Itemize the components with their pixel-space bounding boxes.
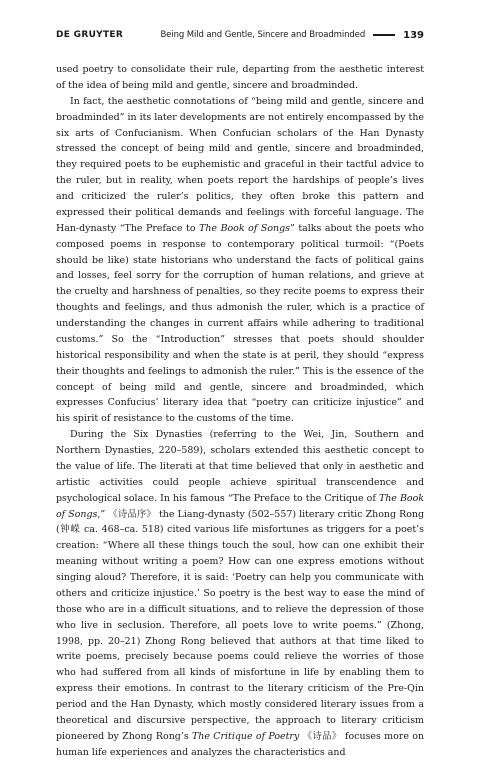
chinese-text: 钟嵘 — [59, 524, 81, 536]
italic-title: The Book of Songs — [56, 492, 424, 520]
text-run: ,” — [97, 508, 109, 520]
publisher-name: DE GRUYTER — [56, 30, 124, 40]
italic-title: The Critique of Poetry — [192, 730, 300, 742]
text-run: During the Six Dynasties (referring to the Wei, Jin, Southern and Northern Dynasties, 220–589), scholars extended this aesthetic concept to the value of life. The literati at that time believed that only in aesthetic and artistic activities could people achieve spiritual transcendence and psychological solace. In his famous “The Preface to the Critique of — [56, 429, 424, 504]
paragraph-2 — [56, 94, 424, 427]
text-run: In fact, the aesthetic connotations of “being mild and gentle, sincere and broadminded” in its later developments are not entirely encompassed by the six arts of Confucianism. When Confucian scholars of the Han Dynasty stressed the concept of being mild and gentle, sincere and broadminded, they required poets to be euphemistic and graceful in their tactful advice to the ruler, but in reality, when poets report the hardships of people’s lives and criticized the ruler’s politics, they often broke this pattern and expressed their political demands and feelings with forceful language. The Han-dynasty “The Preface to — [56, 95, 424, 234]
text-run: ” talks about the poets who composed poems in response to contemporary political turmoil: “(Poets should be like) state historians who understand the facts of political gains and losses, feel sorry for the corruption of human relations, and grieve at the cruelty and harshness of penalties, so they recite poems to express their thoughts and feelings, and thus admonish the ruler, which is a practice of understanding the changes in current affairs while adhering to traditional customs.” So the “Introduction” stresses that poets should shoulder historical responsibility and when the state is at peril, they should “express their thoughts and feelings to admonish the ruler.” This is the essence of the concept of being mild and gentle, sincere and broadminded, which expresses Confucius’ literary idea that “poetry can criticize injustice” and his spirit of resistance to the customs of the time. — [56, 222, 424, 425]
text-run: focuses more on human life experiences and analyzes the characteristics and — [56, 730, 424, 758]
chinese-text: 《诗品》 — [302, 730, 342, 742]
running-header — [56, 28, 424, 42]
text-run: ca. 468–ca. 518) cited various life misfortunes as triggers for a poet’s creation: “Where all these things touch the soul, how can one exhibit their meaning without writing a poem? How can one express emotions without singing aloud? Therefore, it is said: ‘Poetry can help you communicate with others and criticize injustice.’ So poetry is the best way to ease the mind of those who are in a difficult situations, and to relieve the depression of those who live in seclusion. Therefore, all poets love to write poems.” (Zhong, 1998, pp. 20–21) Zhong Rong believed that authors at that time liked to write poems, precisely because poems could relieve the worries of those who had suffered from all kinds of misfortune in life by enabling them to express their emotions. In contrast to the literary criticism of the Pre-Qin period and the Han Dynasty, which mostly considered literary issues from a theoretical and discursive perspective, the approach to literary criticism pioneered by Zhong Rong’s — [56, 524, 424, 742]
body-text — [56, 62, 424, 761]
paragraph-1 — [56, 62, 424, 94]
header-right-group — [160, 30, 424, 41]
paragraph-3 — [56, 427, 424, 760]
header-rule — [373, 34, 395, 36]
chapter-title: Being Mild and Gentle, Sincere and Broadminded — [160, 30, 366, 40]
italic-title: The Book of Songs — [199, 222, 290, 234]
text-run: used poetry to consolidate their rule, departing from the aesthetic interest of the idea of being mild and gentle, sincere and broadminded. — [56, 64, 424, 91]
page-number: 139 — [403, 29, 424, 41]
chinese-text: 《诗品序》 — [108, 508, 156, 520]
text-run: the Liang-dynasty (502–557) literary critic Zhong Rong ( — [56, 508, 424, 536]
